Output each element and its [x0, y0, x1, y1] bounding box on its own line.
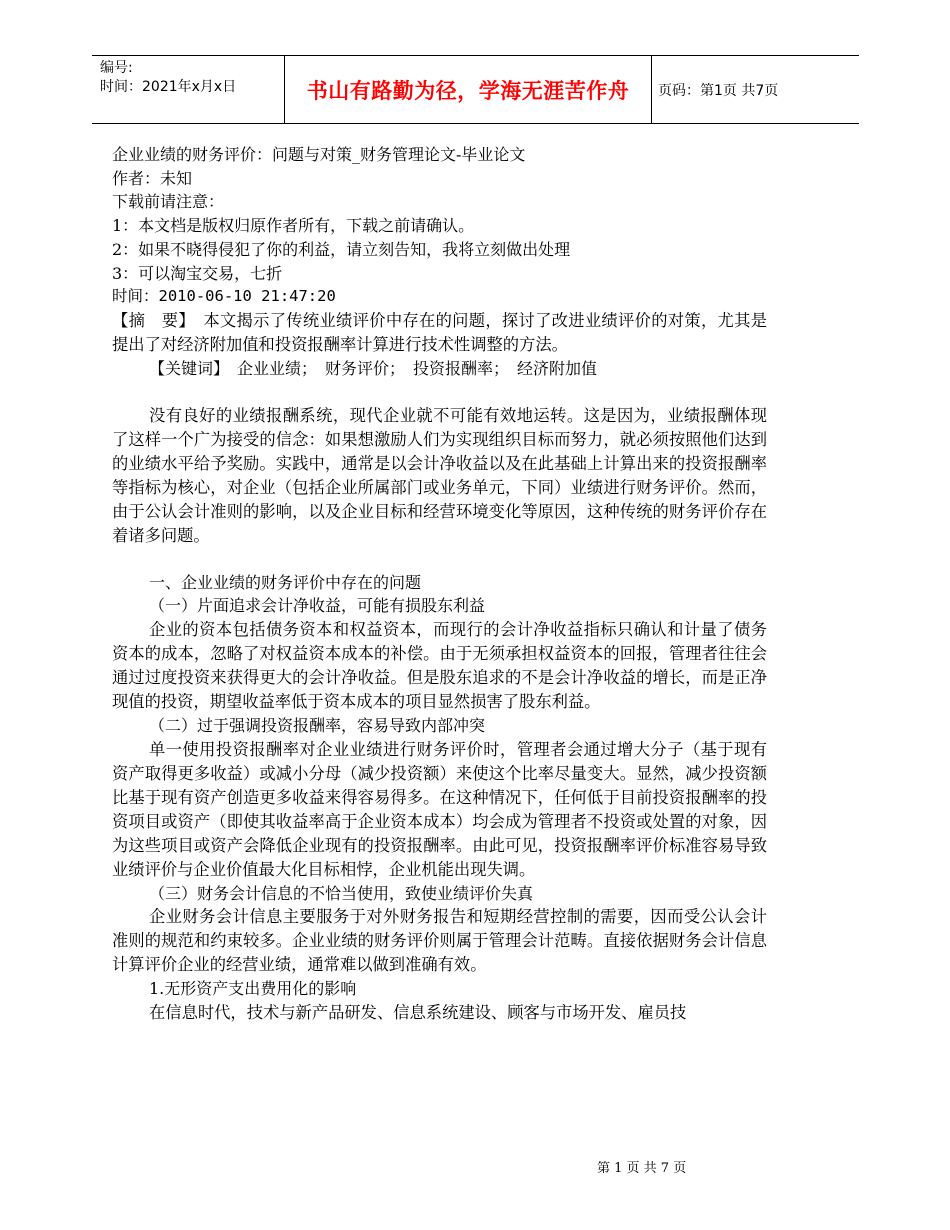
author: 作者：未知 [112, 168, 193, 188]
document-body [112, 143, 767, 1025]
number-label: 编号: [100, 60, 133, 76]
notice-item: 2：如果不晓得侵犯了你的利益，请立刻告知，我将立刻做出处理 [112, 239, 571, 259]
notice-heading: 下载前请注意： [112, 192, 225, 212]
subsection-heading: （一）片面追求会计净收益，可能有损股东利益 [149, 596, 486, 616]
doc-title: 企业业绩的财务评价：问题与对策_财务管理论文-毕业论文 [112, 145, 526, 164]
paragraph: 企业的资本包括债务资本和权益资本，而现行的会计净收益指标只确认和计量了债务资本的成本，忽略了对权益资本成本的补偿。由于无须承担权益资本的回报，管理者往往会通过过度投资来获得更大的会计净收益。但是股东追求的不是会计净收益的增长，而是正净现值的投资，期望收益率低于资本成本的项目显然损害了股东利益。 [112, 620, 767, 712]
spacer [112, 381, 767, 404]
keywords: 【关键词】 企业业绩； 财务评价； 投资报酬率； 经济附加值 [149, 358, 598, 378]
page-info: 页码：第1页 共7页 [658, 82, 779, 99]
motto: 书山有路勤为径，学海无涯苦作舟 [285, 56, 652, 123]
subsection-heading: （二）过于强调投资报酬率，容易导致内部冲突 [149, 716, 486, 736]
time-line: 时间：2010-06-10 21:47:20 [112, 287, 336, 306]
time-label: 时间：2021年x月x日 [100, 79, 237, 95]
paragraph: 在信息时代，技术与新产品研发、信息系统建设、顾客与市场开发、雇员技 [149, 1003, 687, 1023]
header-left-cell [92, 56, 285, 123]
abstract: 【摘 要】 本文揭示了传统业绩评价中存在的问题，探讨了改进业绩评价的对策，尤其是提出了对经济附加值和投资报酬率计算进行技术性调整的方法。 [112, 310, 767, 354]
notice-item: 1：本文档是版权归原作者所有，下载之前请确认。 [112, 216, 475, 236]
notice-item: 3：可以淘宝交易，七折 [112, 263, 283, 283]
spacer [112, 548, 767, 571]
paragraph: 单一使用投资报酬率对企业业绩进行财务评价时，管理者会通过增大分子（基于现有资产取得更多收益）或减小分母（减少投资额）来使这个比率尽量变大。显然，减少投资额比基于现有资产创造更多收益来得容易得多。在这种情况下，任何低于目前投资报酬率的投资项目或资产（即使其收益率高于企业资本成本）均会成为管理者不投资或处置的对象，因为这些项目或资产会降低企业现有的投资报酬率。由此可见，投资报酬率评价标准容易导致业绩评价与企业价值最大化目标相悖，企业机能出现失调。 [112, 739, 767, 879]
header-table [92, 55, 859, 124]
subsection-heading: （三）财务会计信息的不恰当使用，致使业绩评价失真 [149, 883, 534, 903]
section-heading: 一、企业业绩的财务评价中存在的问题 [149, 572, 422, 592]
intro-paragraph: 没有良好的业绩报酬系统，现代企业就不可能有效地运转。这是因为，业绩报酬体现了这样一个广为接受的信念：如果想激励人们为实现组织目标而努力，就必须按照他们达到的业绩水平给予奖励。实践中，通常是以会计净收益以及在此基础上计算出来的投资报酬率等指标为核心，对企业（包括企业所属部门或业务单元，下同）业绩进行财务评价。然而，由于公认会计准则的影响，以及企业目标和经营环境变化等原因，这种传统的财务评价存在着诸多问题。 [112, 405, 767, 545]
page-footer: 第 1 页 共 7 页 [597, 1161, 687, 1176]
paragraph: 企业财务会计信息主要服务于对外财务报告和短期经营控制的需要，因而受公认会计准则的规范和约束较多。企业业绩的财务评价则属于管理会计范畴。直接依据财务会计信息计算评价企业的经营业绩，通常难以做到准确有效。 [112, 907, 767, 975]
subsection-heading: 1.无形资产支出费用化的影响 [149, 979, 357, 999]
